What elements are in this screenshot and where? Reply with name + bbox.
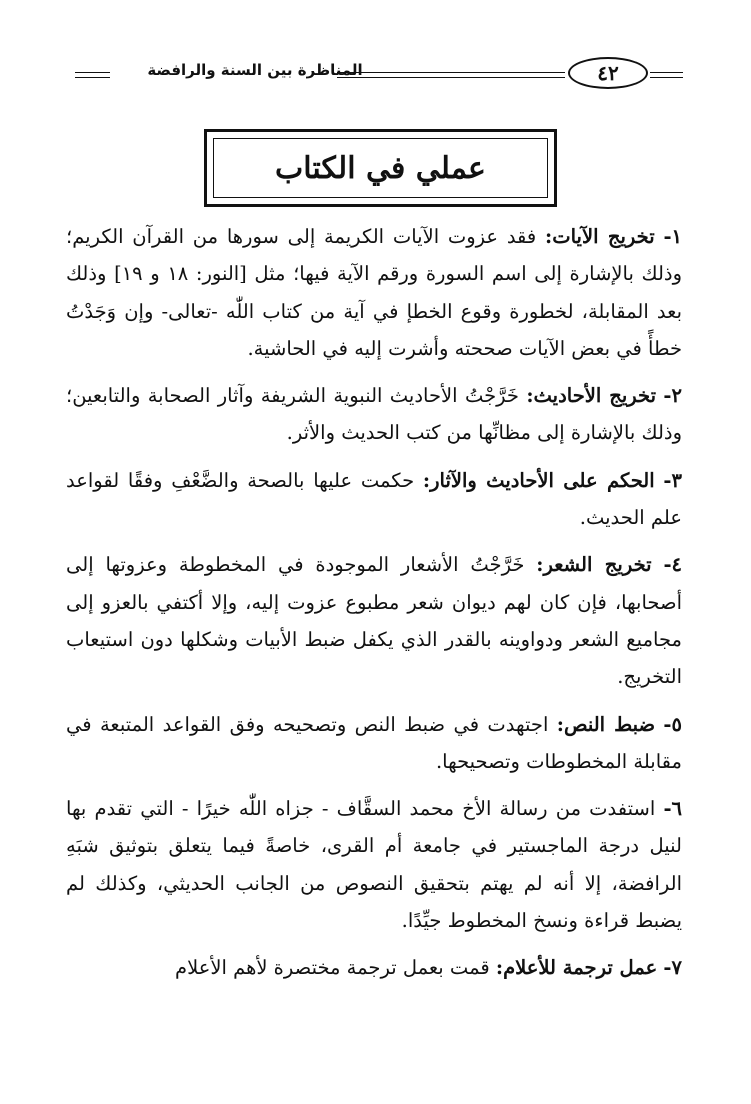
- paragraph-item-3: [66, 462, 682, 537]
- item-text: فقد عزوت الآيات الكريمة إلى سورها من القرآن الكريم؛ وذلك بالإشارة إلى اسم السورة ورقم الآية فيها؛ مثل [النور: ١٨ و ١٩] وذلك بعد المقابلة، لخطورة وقوع الخطإ في آية من كتاب اللّٰه -تعالى- وإن وَجَدْتُ خطأً في بعض الآيات صححته وأشرت إليه في الحاشية.: [66, 225, 682, 360]
- item-term: تخريج الشعر:: [536, 553, 652, 577]
- item-term: عمل ترجمة للأعلام:: [495, 956, 658, 980]
- page-number-text: ٤٢: [597, 61, 619, 85]
- item-number: ٧-: [663, 956, 682, 980]
- item-term: تخريج الأحاديث:: [526, 384, 657, 408]
- item-number: ٦-: [663, 797, 683, 821]
- item-term: الحكم على الأحاديث والآثار:: [422, 468, 655, 492]
- section-title: عملي في الكتاب: [275, 150, 486, 186]
- paragraph-item-4: [66, 546, 682, 695]
- item-text: اجتهدت في ضبط النص وتصحيحه وفق القواعد المتبعة في مقابلة المخطوطات وتصحيحها.: [66, 712, 682, 773]
- item-text: خَرَّجْتُ الأشعار الموجودة في المخطوطة وعزوتها إلى أصحابها، فإن كان لهم ديوان شعر مطبوع عزوت إليه، وإلا أكتفي بالعزو إلى مجاميع الشعر ودواوينه بالقدر الذي يكفل ضبط الأبيات وشكلها دون استيعاب التخريج.: [66, 553, 682, 689]
- paragraph-item-5: [66, 706, 682, 781]
- section-title-inner-frame: [213, 138, 548, 198]
- header-rule-left-2: [75, 77, 110, 78]
- header-rule-right-2: [650, 77, 683, 78]
- paragraph-item-7: [66, 949, 682, 986]
- page-header: [75, 55, 683, 95]
- item-text: قمت بعمل ترجمة مختصرة لأهم الأعلام: [175, 956, 490, 980]
- paragraph-item-2: [66, 377, 682, 452]
- header-rule-right: [650, 72, 683, 73]
- item-number: ١-: [663, 225, 683, 248]
- item-text: استفدت من رسالة الأخ محمد السقَّاف - جزاه اللّٰه خيرًا - التي تقدم بها لنيل درجة الماجستير في جامعة أم القرى، خاصةً فيما يتعلق بتوثيق شبَهِ الرافضة، إلا أنه لم يهتم بتحقيق النصوص من الجانب الحديثي، وكذلك لم يضبط قراءة ونسخ المخطوط جيِّدًا.: [66, 797, 682, 933]
- header-rule-left: [75, 72, 110, 73]
- item-term: تخريج الآيات:: [545, 225, 655, 248]
- body-text: [66, 218, 682, 997]
- item-number: ٣-: [663, 468, 682, 492]
- page-number: [568, 57, 648, 89]
- section-title-frame: [204, 129, 557, 207]
- paragraph-item-6: [66, 790, 682, 939]
- paragraph-item-1: [66, 218, 682, 367]
- item-number: ٤-: [663, 553, 683, 577]
- item-text: حكمت عليها بالصحة والضَّعْفِ وفقًا لقواعد علم الحديث.: [66, 468, 682, 530]
- item-number: ٥-: [663, 712, 682, 736]
- item-term: ضبط النص:: [556, 712, 656, 736]
- running-title: المناظرة بين السنة والرافضة: [147, 61, 363, 79]
- item-number: ٢-: [663, 384, 682, 408]
- item-text: خَرَّجْتُ الأحاديث النبوية الشريفة وآثار الصحابة والتابعين؛ وذلك بالإشارة إلى مظانِّها من كتب الحديث والأثر.: [66, 384, 682, 445]
